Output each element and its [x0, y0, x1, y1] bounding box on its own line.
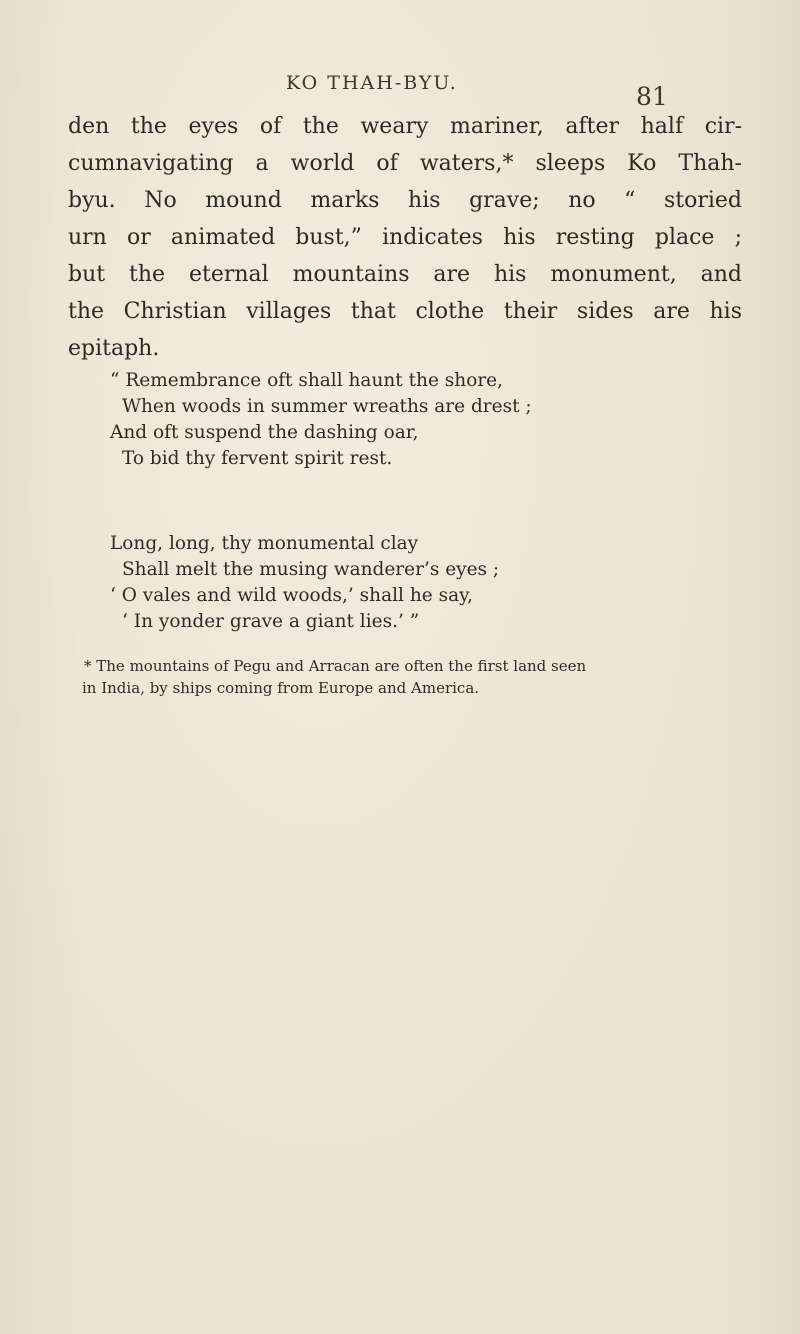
poem-line: And oft suspend the dashing oar,: [110, 422, 419, 443]
poem-line: Shall melt the musing wanderer’s eyes ;: [122, 559, 500, 580]
footnote-line: * The mountains of Pegu and Arracan are often the first land seen: [84, 657, 587, 675]
body-line: cumnavigating a world of waters,* sleeps Ko Thah-: [68, 151, 742, 176]
poem-stanza-1: [110, 368, 532, 472]
footnote-line: in India, by ships coming from Europe and America.: [82, 679, 480, 697]
poem-line: “ Remembrance oft shall haunt the shore,: [110, 370, 504, 391]
body-line: urn or animated bust,” indicates his resting place ;: [68, 225, 742, 250]
body-line: epitaph.: [68, 336, 160, 361]
poem-line: ‘ O vales and wild woods,’ shall he say,: [110, 585, 473, 606]
footnote: [82, 655, 742, 699]
body-line: byu. No mound marks his grave; no “ storied: [68, 188, 742, 213]
poem-line: When woods in summer wreaths are drest ;: [122, 396, 532, 417]
running-title: KO THAH-BYU.: [286, 72, 458, 94]
poem-line: To bid thy fervent spirit rest.: [122, 448, 393, 469]
poem-stanza-2: [110, 531, 499, 635]
body-paragraph: [68, 108, 742, 367]
body-line: the Christian villages that clothe their sides are his: [68, 299, 742, 324]
body-line: but the eternal mountains are his monument, and: [68, 262, 742, 287]
poem-line: ‘ In yonder grave a giant lies.’ ”: [122, 611, 420, 632]
poem-line: Long, long, thy monumental clay: [110, 533, 419, 554]
page-number: 81: [636, 82, 668, 111]
body-line: den the eyes of the weary mariner, after half cir-: [68, 114, 742, 139]
